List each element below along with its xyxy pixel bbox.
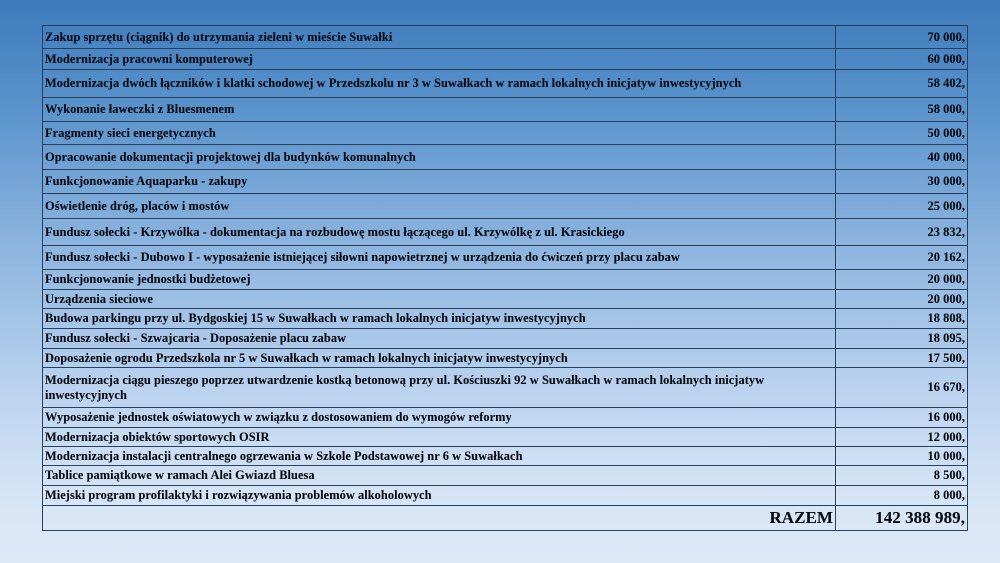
task-amount: 70 000, [836,26,968,49]
table-row [43,246,968,270]
table-row [43,447,968,466]
task-description: Opracowanie dokumentacji projektowej dla budynków komunalnych [43,145,836,170]
table-row [43,408,968,428]
table-row [43,26,968,49]
table-row [43,49,968,70]
task-description: Fundusz sołecki - Szwajcaria - Doposażenie placu zabaw [43,329,836,349]
task-description: Fundusz sołecki - Krzywólka - dokumentacja na rozbudowę mostu łączącego ul. Krzywólkę z ul. Krasickiego [43,219,836,246]
task-description: Wykonanie ławeczki z Bluesmenem [43,98,836,122]
task-amount: 60 000, [836,49,968,70]
task-description: Modernizacja instalacji centralnego ogrzewania w Szkole Podstawowej nr 6 w Suwałkach [43,447,836,466]
task-amount: 17 500, [836,349,968,368]
table-row [43,98,968,122]
total-row [43,506,968,531]
table-row [43,145,968,170]
table-row [43,270,968,290]
task-description: Tablice pamiątkowe w ramach Alei Gwiazd Bluesa [43,466,836,486]
table-row [43,170,968,194]
task-amount: 10 000, [836,447,968,466]
table-row [43,70,968,98]
task-amount: 58 000, [836,98,968,122]
table-row [43,194,968,219]
task-description: Doposażenie ogrodu Przedszkola nr 5 w Suwałkach w ramach lokalnych inicjatyw inwestycyjnych [43,349,836,368]
budget-table-body [43,26,968,531]
task-amount: 30 000, [836,170,968,194]
task-description: Wyposażenie jednostek oświatowych w związku z dostosowaniem do wymogów reformy [43,408,836,428]
task-description: Miejski program profilaktyki i rozwiązywania problemów alkoholowych [43,486,836,506]
table-row [43,219,968,246]
task-description: Budowa parkingu przy ul. Bydgoskiej 15 w Suwałkach w ramach lokalnych inicjatyw inwestycyjnych [43,309,836,329]
table-row [43,486,968,506]
table-row [43,122,968,145]
task-amount: 50 000, [836,122,968,145]
task-description: Modernizacja dwóch łączników i klatki schodowej w Przedszkolu nr 3 w Suwałkach w ramach lokalnych inicjatyw inwestycyjnych [43,70,836,98]
task-description: Funkcjonowanie jednostki budżetowej [43,270,836,290]
task-amount: 18 808, [836,309,968,329]
table-row [43,428,968,447]
task-amount: 20 000, [836,270,968,290]
task-amount: 16 670, [836,368,968,408]
table-row [43,329,968,349]
task-amount: 18 095, [836,329,968,349]
table-row [43,290,968,309]
task-amount: 20 162, [836,246,968,270]
table-row [43,349,968,368]
task-amount: 58 402, [836,70,968,98]
table-row [43,309,968,329]
task-amount: 16 000, [836,408,968,428]
task-description: Zakup sprzętu (ciągnik) do utrzymania zieleni w mieście Suwałki [43,26,836,49]
task-description: Modernizacja ciągu pieszego poprzez utwardzenie kostką betonową przy ul. Kościuszki 92 w Suwałkach w ramach lokalnych inicjatyw inwestycyjnych [43,368,836,408]
task-amount: 40 000, [836,145,968,170]
task-amount: 23 832, [836,219,968,246]
task-amount: 8 500, [836,466,968,486]
task-description: Fundusz sołecki - Dubowo I - wyposażenie istniejącej siłowni napowietrznej w urządzenia do ćwiczeń przy placu zabaw [43,246,836,270]
table-row [43,368,968,408]
task-description: Modernizacja obiektów sportowych OSIR [43,428,836,447]
table-row [43,466,968,486]
task-description: Funkcjonowanie Aquaparku - zakupy [43,170,836,194]
task-description: Fragmenty sieci energetycznych [43,122,836,145]
total-amount: 142 388 989, [836,506,968,531]
task-amount: 8 000, [836,486,968,506]
budget-table [42,25,968,531]
task-amount: 25 000, [836,194,968,219]
task-description: Urządzenia sieciowe [43,290,836,309]
task-description: Modernizacja pracowni komputerowej [43,49,836,70]
total-label: RAZEM [43,506,836,531]
task-amount: 20 000, [836,290,968,309]
task-amount: 12 000, [836,428,968,447]
task-description: Oświetlenie dróg, placów i mostów [43,194,836,219]
